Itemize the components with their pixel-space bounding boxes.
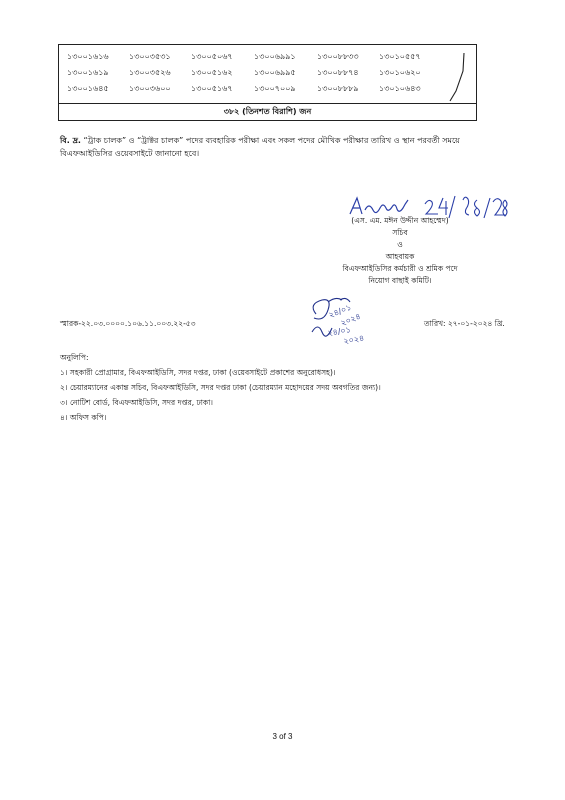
signatory-role: আহবায়ক — [385, 252, 415, 261]
table-cell: ১৩০১০৫৫৭ — [379, 52, 421, 61]
table-cell: ১৩০১০৬৪৩ — [379, 84, 421, 93]
table-cell: ১৩০০৮৮৩৩ — [317, 52, 359, 61]
copy-list — [60, 350, 480, 425]
page-number: 3 of 3 — [272, 732, 293, 741]
table-row — [67, 67, 421, 81]
footnote-prefix: বি. দ্র. — [60, 136, 81, 145]
table-cell: ১৩০০৩৫২৬ — [129, 68, 171, 77]
stamp-line-4: ২০২৪ — [342, 333, 365, 346]
table-cell: ১৩০০৫১৬২ — [191, 68, 233, 77]
signatory-name: (এস. এম. মঈন উদ্দীন আহম্মেদ) — [351, 216, 449, 225]
table-cell: ১৩০০৩৬০০ — [129, 84, 171, 93]
table-cell: ১৩০০১৬৪৫ — [67, 84, 109, 93]
table-cell: ১৩০০৩৫৩১ — [129, 52, 171, 61]
stamp-line-1: ২৪/০১ — [327, 302, 353, 320]
stamp-line-3: ২৪/০১ — [326, 325, 352, 338]
memo-date: তারিখ: ২৭-০১-২০২৪ খ্রি. — [424, 319, 505, 328]
strike-through-mark — [444, 51, 472, 103]
table-cell: ১৩০০৭০০৯ — [254, 84, 296, 93]
copy-list-heading: অনুলিপি: — [60, 353, 89, 362]
results-table — [58, 44, 477, 121]
footnote-text: “ট্রাক চালক” ও “ট্রাক্টর চালক” পদের ব্যবহারিক পরীক্ষা এবং সকল পদের মৌখিক পরীক্ষার তারিখ ও স্থান পরবর্তী সময়ে বিএফআইডিসির ওয়েবসাইটে জানানো হবে। — [60, 136, 460, 158]
memo-reference: স্মারক-২২.০৩.০০০০.১০৬.১১.০০৩.২২-৫৩ — [60, 319, 196, 328]
list-item: ৩। নোটিশ বোর্ড, বিএফআইডিসি, সদর দপ্তর, ঢাকা। — [60, 398, 213, 407]
table-cell: ১৩০১০৬২০ — [379, 68, 421, 77]
committee-line-1: বিএফআইডিসির কর্মচারী ও শ্রমিক পদে — [342, 264, 458, 273]
table-total: ৩৮২ (তিনশত বিরাশি) জন — [223, 107, 312, 116]
table-row — [67, 83, 421, 97]
list-item: ৪। অফিস কপি। — [60, 413, 107, 422]
table-cell: ১৩০০৫০৬৭ — [191, 52, 233, 61]
stamp-line-2: ২০২৪ — [339, 311, 363, 328]
committee-line-2: নিয়োগ বাছাই কমিটি। — [368, 276, 432, 285]
list-item: ২। চেয়ারম্যানের একান্ত সচিব, বিএফআইডিসি, সদর দপ্তর ঢাকা (চেয়ারম্যান মহোদয়ের সদয় অবগতির জন্য)। — [60, 383, 381, 392]
footnote — [60, 134, 500, 160]
table-cell: ১৩০০৮৮৭৪ — [317, 68, 359, 77]
table-cell: ১৩০০৮৮৮৯ — [317, 84, 359, 93]
signatory-conjunction: ও — [397, 240, 403, 249]
table-cell: ১৩০০১৬১৯ — [67, 68, 109, 77]
table-cell: ১৩০০৫১৬৭ — [191, 84, 233, 93]
signature-block — [300, 215, 500, 287]
table-divider — [59, 103, 476, 104]
table-cell: ১৩০০৬৯৯১ — [254, 52, 296, 61]
table-cell: ১৩০০৬৯৯৫ — [254, 68, 296, 77]
signatory-title: সচিব — [392, 228, 408, 237]
table-row — [67, 51, 421, 65]
list-item: ১। সহকারী প্রোগ্রামার, বিএফআইডিসি, সদর দপ্তর, ঢাকা (ওয়েবসাইটে প্রকাশের অনুরোধসহ)। — [60, 368, 336, 377]
initials-stamp — [306, 292, 376, 348]
table-cell: ১৩০০১৬১৬ — [67, 52, 109, 61]
